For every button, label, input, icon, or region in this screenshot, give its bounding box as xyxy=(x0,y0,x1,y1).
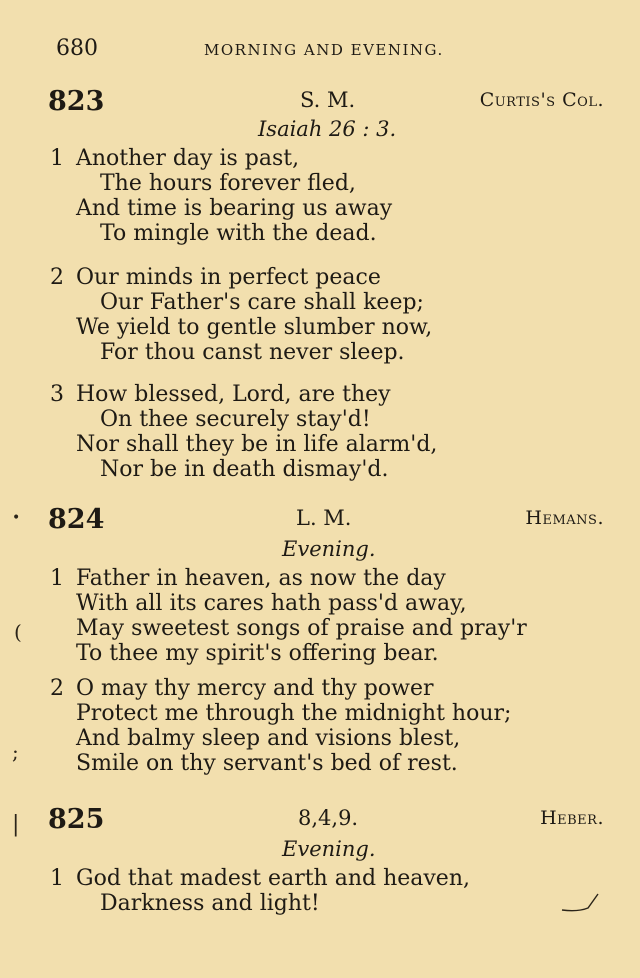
line-text: We yield to gentle slumber now, xyxy=(76,315,433,340)
hymn-scripture-reference: Isaiah 26 : 3. xyxy=(258,117,397,141)
verse-line xyxy=(50,171,610,196)
verse-line xyxy=(50,407,610,432)
line-text: May sweetest songs of praise and pray'r xyxy=(76,616,527,641)
line-text: O may thy mercy and thy power xyxy=(76,676,434,701)
running-header xyxy=(56,36,600,66)
hymn-subtitle: Evening. xyxy=(282,837,376,861)
stanza xyxy=(50,566,610,666)
line-text: Father in heaven, as now the day xyxy=(76,566,446,591)
verse-line xyxy=(50,591,610,616)
verse-line xyxy=(50,566,610,591)
stanza-number: 1 xyxy=(50,146,64,171)
hymn-meter: L. M. xyxy=(296,506,352,530)
stanza-number: 1 xyxy=(50,866,64,891)
line-text: Another day is past, xyxy=(76,146,300,171)
line-text: And time is bearing us away xyxy=(76,196,393,221)
hymn-tune: Hemans. xyxy=(525,507,604,529)
stanza-number: 1 xyxy=(50,566,64,591)
line-text: Smile on thy servant's bed of rest. xyxy=(76,751,458,776)
stanza xyxy=(50,866,610,916)
line-text: Nor be in death dismay'd. xyxy=(100,457,389,482)
hymn-meter: S. M. xyxy=(300,88,356,112)
verse-line xyxy=(50,340,610,365)
line-text: With all its cares hath pass'd away, xyxy=(76,591,467,616)
line-text: Nor shall they be in life alarm'd, xyxy=(76,432,438,457)
verse-line xyxy=(50,315,610,340)
line-text: The hours forever fled, xyxy=(100,171,356,196)
verse-line xyxy=(50,641,610,666)
hymn-tune: Curtis's Col. xyxy=(479,89,604,111)
verse-line xyxy=(50,432,610,457)
stanza-number: 2 xyxy=(50,265,64,290)
stanza-number: 3 xyxy=(50,382,64,407)
line-text: To thee my spirit's offering bear. xyxy=(76,641,439,666)
stanza xyxy=(50,382,610,482)
hymn-header-825 xyxy=(48,804,604,838)
verse-line xyxy=(50,616,610,641)
margin-mark: | xyxy=(12,812,20,837)
verse-line xyxy=(50,701,610,726)
verse-line xyxy=(50,866,610,891)
line-text: To mingle with the dead. xyxy=(100,221,377,246)
page-number: 680 xyxy=(56,36,98,61)
verse-line xyxy=(50,751,610,776)
hymn-number: 824 xyxy=(48,504,105,535)
pencil-mark xyxy=(558,890,602,914)
hymn-number: 823 xyxy=(48,86,105,117)
line-text: Darkness and light! xyxy=(100,891,320,916)
running-title: MORNING AND EVENING. xyxy=(204,41,444,59)
margin-mark: ; xyxy=(12,740,19,764)
hymn-tune: Heber. xyxy=(540,807,604,829)
verse-line xyxy=(50,265,610,290)
verse-line xyxy=(50,196,610,221)
verse-line xyxy=(50,290,610,315)
stanza xyxy=(50,676,610,776)
stanza-number: 2 xyxy=(50,676,64,701)
line-text: On thee securely stay'd! xyxy=(100,407,371,432)
margin-mark: • xyxy=(12,510,21,526)
hymn-header-823 xyxy=(48,86,604,120)
line-text: For thou canst never sleep. xyxy=(100,340,405,365)
verse-line xyxy=(50,457,610,482)
margin-mark: ( xyxy=(14,620,22,644)
verse-line xyxy=(50,676,610,701)
stanza xyxy=(50,146,610,246)
line-text: Protect me through the midnight hour; xyxy=(76,701,512,726)
stanza xyxy=(50,265,610,365)
verse-line xyxy=(50,146,610,171)
line-text: And balmy sleep and visions blest, xyxy=(76,726,461,751)
line-text: God that madest earth and heaven, xyxy=(76,866,470,891)
verse-line xyxy=(50,891,610,916)
verse-line xyxy=(50,382,610,407)
hymn-meter: 8,4,9. xyxy=(298,806,359,830)
hymn-header-824 xyxy=(48,504,604,538)
line-text: Our Father's care shall keep; xyxy=(100,290,424,315)
verse-line xyxy=(50,221,610,246)
hymn-subtitle: Evening. xyxy=(282,537,376,561)
verse-line xyxy=(50,726,610,751)
line-text: How blessed, Lord, are they xyxy=(76,382,391,407)
line-text: Our minds in perfect peace xyxy=(76,265,381,290)
hymn-number: 825 xyxy=(48,804,105,835)
